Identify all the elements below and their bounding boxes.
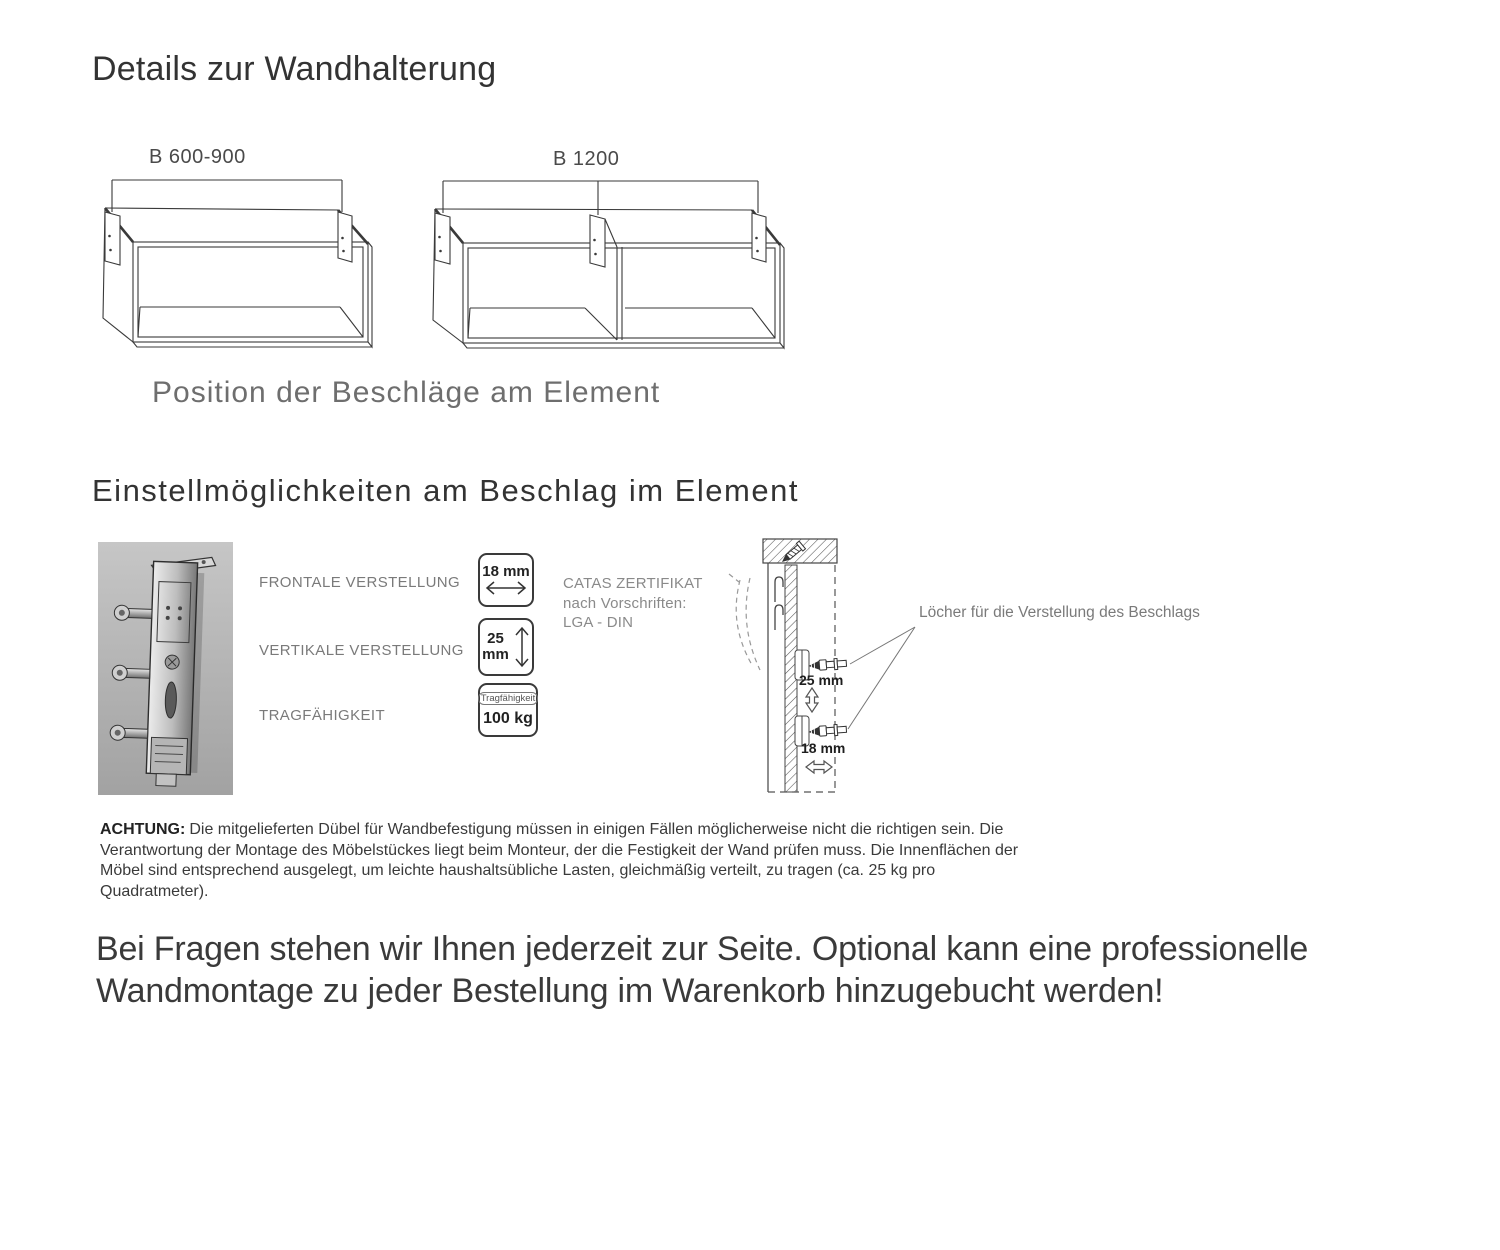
measure-line [112, 180, 342, 212]
screw-anchor-icon [808, 724, 847, 738]
frontal-value: 18 mm [482, 563, 530, 580]
certificate-line3: LGA - DIN [563, 614, 634, 631]
adjustment-label-capacity: TRAGFÄHIGKEIT [259, 707, 386, 724]
vertical-adjust-pictogram [478, 618, 534, 676]
certificate-line2: nach Vorschriften: [563, 594, 687, 612]
adjustment-label-frontal: FRONTALE VERSTELLUNG [259, 574, 461, 591]
horizontal-arrow-icon [484, 580, 528, 596]
frontal-adjust-pictogram [478, 553, 534, 607]
screw-anchor-icon [808, 658, 847, 672]
position-caption: Position der Beschläge am Element [152, 376, 661, 409]
cabinet-small-label: B 600-900 [149, 146, 246, 168]
warning-label: ACHTUNG: [100, 821, 186, 838]
cabinet-large-label: B 1200 [553, 148, 620, 170]
warning-paragraph [100, 820, 1035, 902]
wall-mount-diagram [725, 530, 1195, 800]
cabinet-small-drawing [95, 170, 380, 355]
horizontal-adjustment-value: 18 mm [801, 740, 846, 756]
adjustment-label-vertical: VERTIKALE VERSTELLUNG [259, 642, 464, 659]
mounting-bracket-plate [435, 213, 450, 264]
certificate-block [563, 574, 703, 633]
mounting-bracket-plate [105, 212, 120, 265]
mounting-bracket-plate [590, 215, 605, 267]
warning-text: Die mitgelieferten Dübel für Wandbefestigung müssen in einigen Fällen möglicherweise nicht die richtigen sein. Die Verantwortung der Montage des Möbelstückes liegt beim Monteur, der die Festigkeit der Wand prüfen muss. Die Innenflächen der Möbel sind entsprechend ausgelegt, um leichte haushaltsübliche Lasten, gleichmäßig verteilt, zu tragen (ca. 25 kg pro Quadratmeter). [100, 821, 1019, 900]
holes-label: Löcher für die Verstellung des Beschlags [919, 604, 1200, 621]
bracket-hooks [775, 577, 783, 630]
certificate-line1: CATAS ZERTIFIKAT [563, 575, 703, 592]
pointer-lines [848, 627, 915, 729]
closing-text: Bei Fragen stehen wir Ihnen jederzeit zur Seite. Optional kann eine professionelle Wandmontage zu jeder Bestellung im Warenkorb hinzugebucht werden! [96, 930, 1309, 1010]
load-capacity-pictogram [478, 683, 538, 737]
cabinet-large-drawing [425, 170, 790, 355]
section-heading: Einstellmöglichkeiten am Beschlag im Element [92, 473, 799, 508]
bracket-photo [98, 542, 233, 795]
vertical-value-bottom: mm [482, 646, 509, 663]
mounting-bracket-plate [338, 212, 352, 262]
capacity-value: 100 kg [483, 710, 533, 727]
vertical-adjust-arrow-icon [806, 688, 818, 712]
vertical-adjustment-value: 25 mm [799, 672, 844, 688]
vertical-value-top: 25 [487, 630, 504, 647]
vertical-arrow-icon [514, 625, 530, 669]
mounting-bracket-plate [752, 213, 766, 262]
page-title: Details zur Wandhalterung [92, 50, 497, 88]
capacity-title: Tragfähigkeit [478, 692, 539, 705]
horizontal-adjust-arrow-icon [806, 761, 832, 773]
bracket-sketch [729, 574, 760, 670]
